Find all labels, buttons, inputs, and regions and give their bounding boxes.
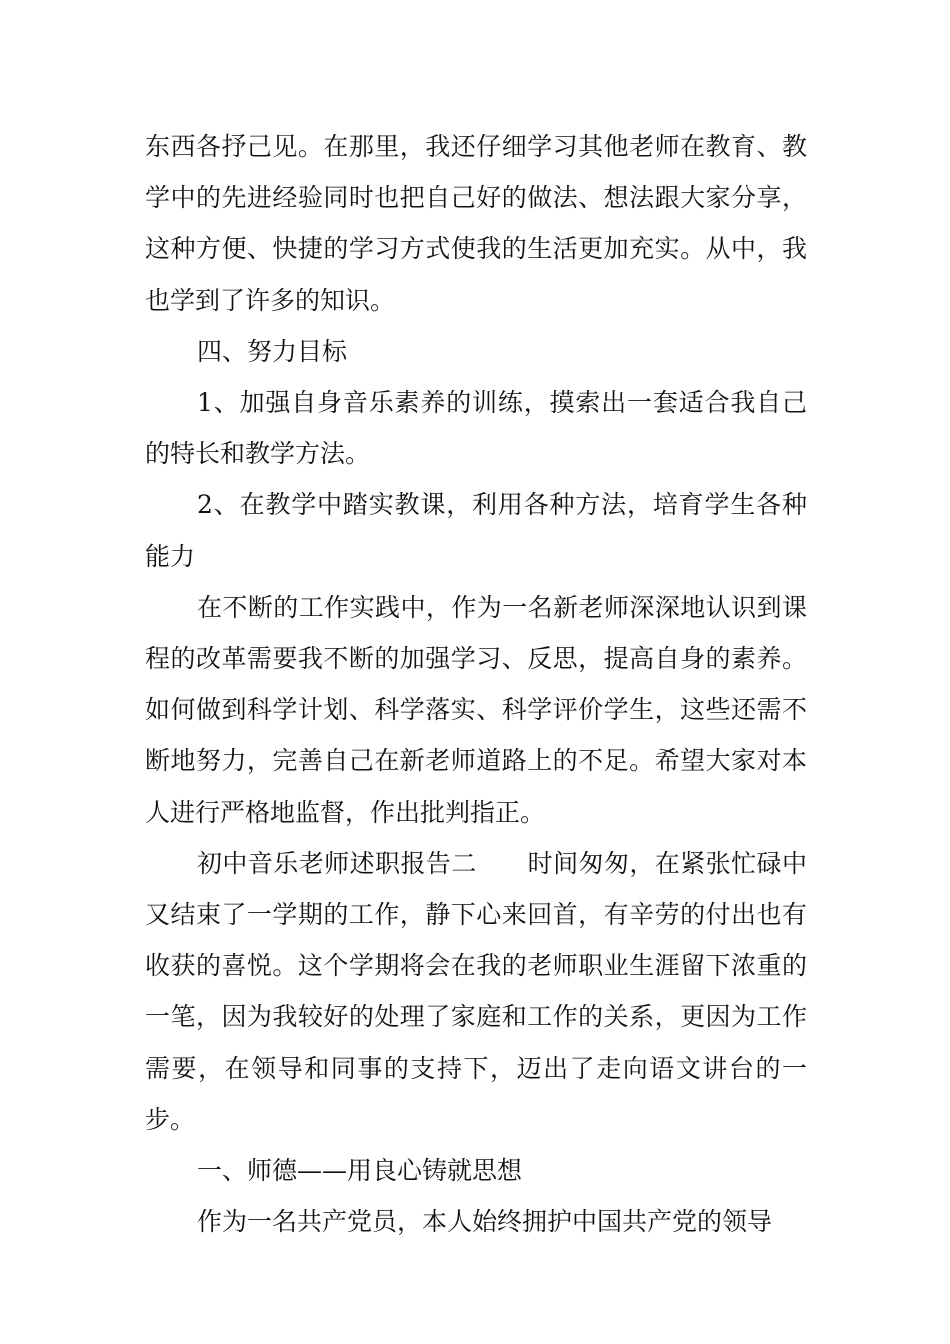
goal-item-1: 1、加强自身音乐素养的训练，摸索出一套适合我自己的特长和教学方法。 (145, 388, 807, 469)
goal-item-2: 2、在教学中踏实教课，利用各种方法，培育学生各种能力 (145, 490, 807, 571)
paragraph-reflection: 在不断的工作实践中，作为一名新老师深深地认识到课程的改革需要我不断的加强学习、反思，提高自身的素养。如何做到科学计划、科学落实、科学评价学生，这些还需不断地努力，完善自己在新老师道路上的不足。希望大家对本人进行严格地监督，作出批判指正。 (145, 592, 807, 827)
document-body (145, 121, 807, 1247)
report-two-intro: 初中音乐老师述职报告二 时间匆匆，在紧张忙碌中又结束了一学期的工作，静下心来回首，有辛劳的付出也有收获的喜悦。这个学期将会在我的老师职业生涯留下浓重的一笔，因为我较好的处理了家庭和工作的关系，更因为工作需要，在领导和同事的支持下，迈出了走向语文讲台的一步。 (145, 848, 807, 1134)
paragraph-party-member: 作为一名共产党员，本人始终拥护中国共产党的领导 (197, 1207, 773, 1237)
paragraph-continuation: 东西各抒己见。在那里，我还仔细学习其他老师在教育、教学中的先进经验同时也把自己好的做法、想法跟大家分享，这种方便、快捷的学习方式使我的生活更加充实。从中，我也学到了许多的知识。 (145, 132, 807, 315)
section-heading-ethics: 一、师德——用良心铸就思想 (197, 1156, 523, 1186)
section-heading-goals: 四、努力目标 (197, 336, 348, 366)
